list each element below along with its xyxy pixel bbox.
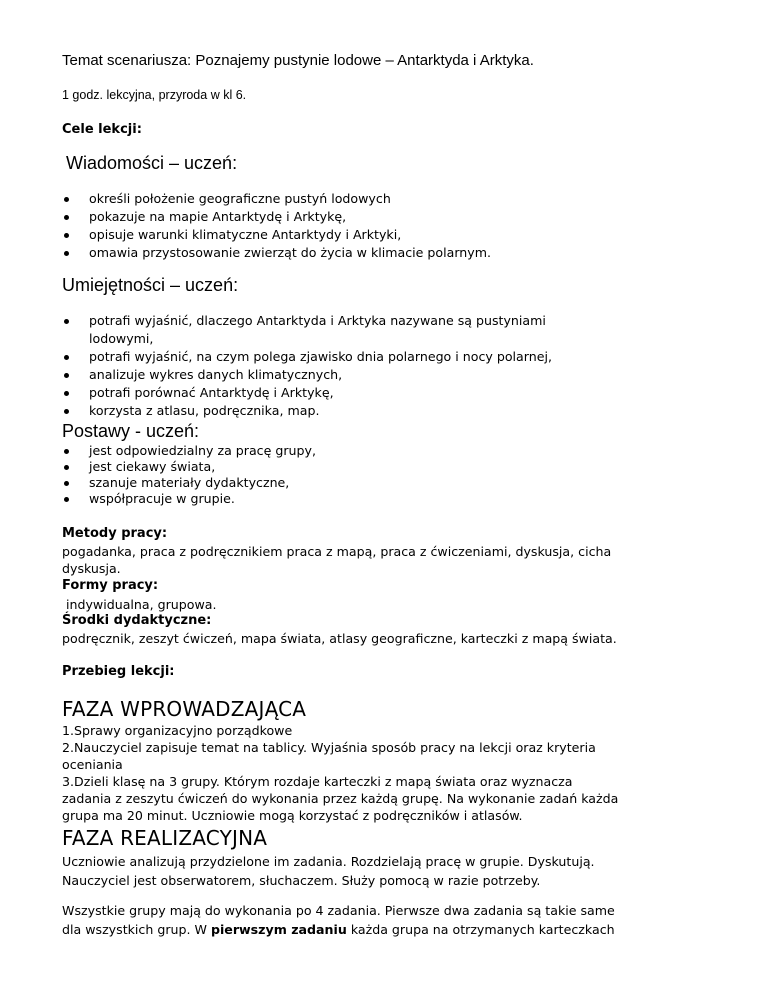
document-title: Temat scenariusza: Poznajemy pustynie lodowe – Antarktyda i Arktyka. [62,52,534,69]
list-item: określi położenie geograficzne pustyń lodowych [62,190,491,208]
course-heading: Przebieg lekcji: [62,664,175,679]
aids-text: podręcznik, zeszyt ćwiczeń, mapa świata, atlasy geograficzne, karteczki z mapą świata. [62,631,617,646]
bullet-icon [64,251,69,256]
bullet-icon [64,465,69,470]
methods-heading: Metody pracy: [62,526,168,541]
list-item: potrafi wyjaśnić, dlaczego Antarktyda i Arktyka nazywane są pustyniami lodowymi, [62,312,552,348]
skills-list [62,312,552,420]
list-item: szanuje materiały dydaktyczne, [62,475,316,491]
bullet-icon [64,319,69,324]
phase-realization-paragraph: Wszystkie grupy mają do wykonania po 4 zadania. Pierwsze dwa zadania są takie same dla wszystkich grup. W pierwszym zadaniu każda grupa na otrzymanych karteczkach [62,903,615,937]
list-item: współpracuje w grupie. [62,491,316,507]
knowledge-list [62,190,491,262]
skills-title: Umiejętności – uczeń: [62,275,239,295]
bullet-icon [64,233,69,238]
list-item: potrafi wyjaśnić, na czym polega zjawisko dnia polarnego i nocy polarnej, [62,348,552,366]
bullet-icon [64,481,69,486]
phase-intro-title: FAZA WPROWADZAJĄCA [62,697,307,721]
list-item: pokazuje na mapie Antarktydę i Arktykę, [62,208,491,226]
phase-intro-text: 1.Sprawy organizacyjno porządkowe 2.Nauczyciel zapisuje temat na tablicy. Wyjaśnia sposób pracy na lekcji oraz kryteria oceniania 3.Dzieli klasę na 3 grupy. Którym rozdaje karteczki z mapą świata oraz wyznacza zadania z zeszytu ćwiczeń do wykonania przez każdą grupę. Na wykonanie zadań każda grupa ma 20 minut. Uczniowie mogą korzystać z podręczników i atlasów. [62,723,619,823]
bullet-icon [64,355,69,360]
goals-heading: Cele lekcji: [62,122,142,137]
bullet-icon [64,197,69,202]
bullet-icon [64,391,69,396]
bullet-icon [64,373,69,378]
bullet-icon [64,409,69,414]
phase-realization-title: FAZA REALIZACYJNA [62,826,268,850]
list-item: jest ciekawy świata, [62,459,316,475]
bullet-icon [64,215,69,220]
list-item: omawia przystosowanie zwierząt do życia w klimacie polarnym. [62,244,491,262]
list-item: korzysta z atlasu, podręcznika, map. [62,402,552,420]
attitudes-title: Postawy - uczeń: [62,421,200,441]
bullet-icon [64,449,69,454]
attitudes-list [62,443,316,507]
phase-realization-text: Uczniowie analizują przydzielone im zadania. Rozdzielają pracę w grupie. Dyskutują. Nauczyciel jest obserwatorem, słuchaczem. Służy pomocą w razie potrzeby. [62,854,595,888]
methods-text: pogadanka, praca z podręcznikiem praca z mapą, praca z ćwiczeniami, dyskusja, cicha dyskusja. [62,544,612,576]
list-item: jest odpowiedzialny za pracę grupy, [62,443,316,459]
document-subtitle: 1 godz. lekcyjna, przyroda w kl 6. [62,88,247,102]
forms-text: indywidualna, grupowa. [62,597,217,612]
knowledge-title: Wiadomości – uczeń: [66,153,238,173]
list-item: potrafi porównać Antarktydę i Arktykę, [62,384,552,402]
list-item: analizuje wykres danych klimatycznych, [62,366,552,384]
forms-heading: Formy pracy: [62,578,159,593]
list-item: opisuje warunki klimatyczne Antarktydy i Arktyki, [62,226,491,244]
emphasis-first-task: pierwszym zadaniu [210,922,347,937]
aids-heading: Środki dydaktyczne: [62,613,212,628]
bullet-icon [64,497,69,502]
